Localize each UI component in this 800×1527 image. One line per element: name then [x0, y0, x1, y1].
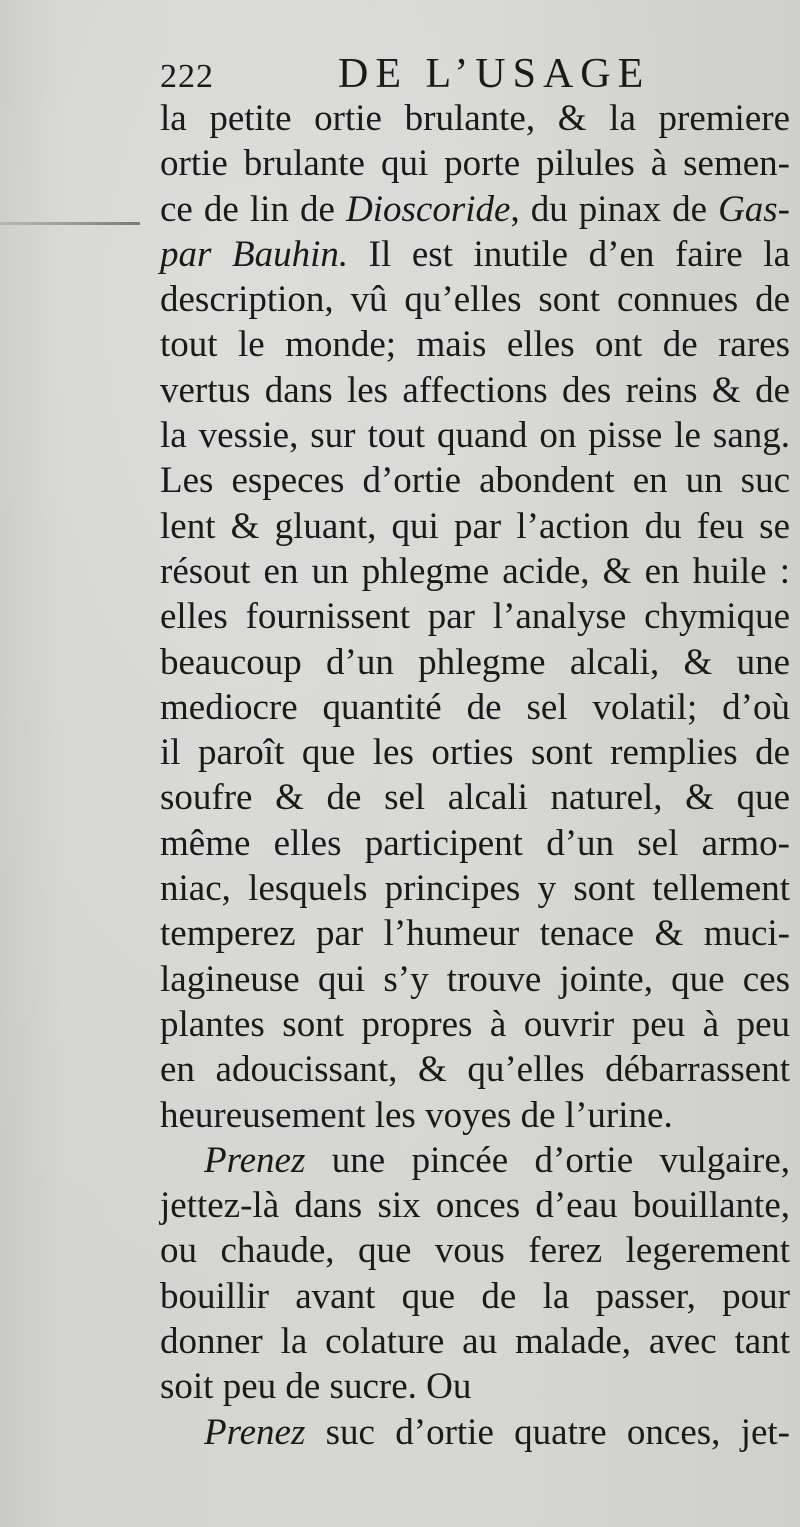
text-segment: mediocre quantité de sel volatil; d’où — [160, 686, 790, 728]
text-segment: la petite ortie brulante, & la premiere — [160, 98, 790, 139]
italic-text: Gas- — [718, 188, 791, 230]
text-segment: la vessie, sur tout quand on pisse le sang. — [160, 415, 790, 457]
text-line — [160, 1319, 790, 1364]
text-segment: résout en un phlegme acide, & en huile : — [160, 550, 790, 592]
text-segment: jettez-là dans six onces d’eau bouillante, — [160, 1185, 790, 1227]
italic-text: Dioscoride — [346, 188, 511, 230]
italic-text: Prenez — [204, 1139, 306, 1181]
text-line — [160, 322, 790, 367]
text-line — [160, 96, 790, 141]
page-number: 222 — [160, 58, 214, 95]
text-line — [160, 821, 790, 866]
text-line — [160, 458, 790, 503]
text-segment: lent & gluant, qui par l’action du feu se — [160, 505, 790, 547]
text-line — [160, 549, 790, 594]
text-segment: Les especes d’ortie abondent en un suc — [160, 460, 790, 502]
running-head: DE L’USAGE — [338, 51, 651, 97]
text-segment: heureusement les voyes de l’urine. — [160, 1094, 673, 1136]
text-segment: tout le monde; mais elles ont de rares — [160, 324, 790, 366]
text-line — [160, 957, 790, 1002]
page-header — [160, 50, 790, 102]
text-line — [160, 1364, 790, 1409]
text-segment: suc d’ortie quatre onces, jet- — [305, 1411, 790, 1453]
text-segment: une pincée d’ortie vulgaire, — [305, 1139, 790, 1181]
italic-text: Prenez — [204, 1411, 306, 1453]
text-line — [160, 1183, 790, 1228]
text-line — [160, 368, 790, 413]
text-segment: ortie brulante qui porte pilules à semen- — [160, 143, 790, 185]
text-line — [160, 594, 790, 639]
text-line — [160, 640, 790, 685]
text-line — [160, 685, 790, 730]
text-segment: , du pinax de — [510, 188, 719, 230]
text-line — [160, 1274, 790, 1319]
text-segment: donner la colature au malade, avec tant — [160, 1321, 790, 1363]
text-segment: elles fournissent par l’analyse chymique — [160, 596, 790, 638]
italic-text: par Bauhin. — [160, 233, 349, 275]
text-segment: beaucoup d’un phlegme alcali, & une — [160, 641, 790, 683]
text-segment: il paroît que les orties sont remplies de — [160, 732, 790, 774]
text-line — [160, 141, 790, 186]
text-line — [160, 1002, 790, 1047]
margin-rule — [0, 222, 140, 225]
text-line — [160, 1138, 790, 1183]
text-line — [160, 277, 790, 322]
body-text — [160, 96, 790, 1455]
text-line — [160, 730, 790, 775]
text-segment: temperez par l’humeur tenace & muci- — [160, 913, 790, 955]
text-segment: en adoucissant, & qu’elles débarrassent — [160, 1049, 790, 1091]
text-line — [160, 1410, 790, 1455]
text-line — [160, 413, 790, 458]
text-segment: ou chaude, que vous ferez legerement — [160, 1230, 790, 1272]
text-line — [160, 1228, 790, 1273]
text-line — [160, 232, 790, 277]
text-segment: description, vû qu’elles sont connues de — [160, 279, 790, 321]
text-segment: niac, lesquels principes y sont tellement — [160, 868, 790, 910]
text-line — [160, 1093, 790, 1138]
text-segment: Il est inutile d’en faire la — [348, 233, 790, 275]
text-segment: même elles participent d’un sel armo- — [160, 822, 790, 864]
text-segment: soufre & de sel alcali naturel, & que — [160, 777, 790, 819]
text-segment: lagineuse qui s’y trouve jointe, que ces — [160, 958, 790, 1000]
text-line — [160, 504, 790, 549]
text-segment: soit peu de sucre. Ou — [160, 1366, 472, 1408]
text-line — [160, 866, 790, 911]
text-segment: plantes sont propres à ouvrir peu à peu — [160, 1003, 790, 1045]
text-line — [160, 911, 790, 956]
text-segment: ce de lin de — [160, 188, 346, 230]
text-line — [160, 775, 790, 820]
text-line — [160, 187, 790, 232]
text-segment: vertus dans les affections des reins & de — [160, 369, 790, 411]
text-line — [160, 1047, 790, 1092]
text-segment: bouillir avant que de la passer, pour — [160, 1275, 790, 1317]
